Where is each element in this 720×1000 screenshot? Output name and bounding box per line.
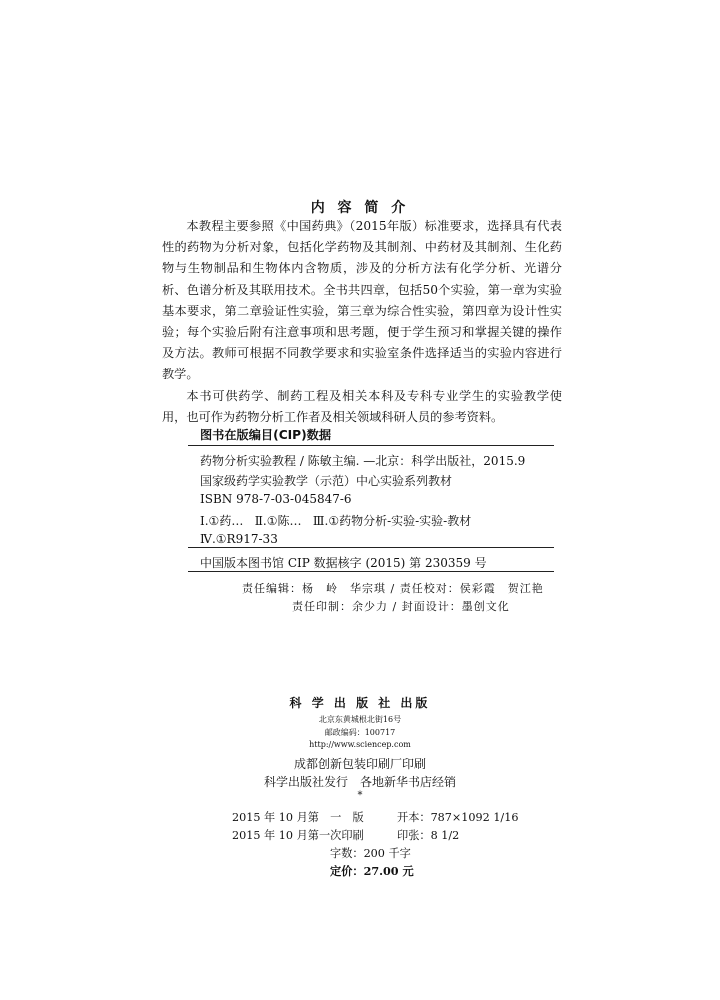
word-count: 字数：200 千字 (330, 847, 411, 860)
publisher-name: 科 学 出 版 社 出版 (289, 696, 431, 710)
summary-paragraph-2: 本书可供药学、制药工程及相关本科及专科专业学生的实验教学使用，也可作为药物分析工作者及相关领域科研人员的参考资料。 (162, 388, 562, 424)
format-size: 开本：787×1092 1/16 (397, 811, 519, 824)
edition-date: 2015 年 10 月第 一 版 (232, 811, 364, 824)
summary-body (162, 216, 562, 428)
price: 定价：27.00 元 (330, 864, 414, 878)
publisher-postcode: 邮政编码：100717 (324, 728, 396, 737)
distribution-line: 科学出版社发行 各地新华书店经销 (263, 775, 456, 789)
summary-paragraph-1: 本教程主要参照《中国药典》（2015年版）标准要求，选择具有代表性的药物为分析对象，包括化学药物及其制剂、中药材及其制剂、生化药物与生物制品和生物体内含物质，涉及的分析方法有化学分析、光谱分析、色谱分析及其联用技术。全书共四章，包括50个实验，第一章为实验基本要求，第二章验证性实验，第三章为综合性实验，第四章为设计性实验；每个实验后附有注意事项和思考题，便于学生预习和掌握关键的操作及方法。教师可根据不同教学要求和实验室条件选择适当的实验内容进行教学。 (162, 219, 562, 382)
editor-credits: 责任编辑：杨 岭 华宗琪 / 责任校对：侯彩霞 贺江艳 (242, 582, 544, 595)
cip-number-line: 中国版本图书馆 CIP 数据核字 (2015) 第 230359 号 (200, 556, 487, 570)
print-sheets: 印张：8 1/2 (397, 829, 460, 842)
summary-title: 内 容 简 介 (310, 200, 410, 216)
publisher-website: http://www.sciencep.com (309, 740, 411, 749)
cip-classification-line: Ⅳ.①R917-33 (200, 532, 278, 546)
printer-line: 成都创新包装印刷厂印刷 (293, 757, 426, 771)
cip-isbn-line: ISBN 978-7-03-045847-6 (200, 492, 352, 506)
cip-top-rule (188, 445, 554, 446)
cip-bottom-rule (188, 571, 554, 572)
cip-subject-line: Ⅰ.①药… Ⅱ.①陈… Ⅲ.①药物分析-实验-实验-教材 (200, 514, 472, 528)
cip-heading: 图书在版编目(CIP)数据 (200, 428, 332, 442)
production-credits: 责任印制：余少力 / 封面设计：墨创文化 (292, 600, 510, 613)
cip-series-line: 国家级药学实验教学（示范）中心实验系列教材 (200, 474, 453, 488)
cip-title-line: 药物分析实验教程 / 陈敏主编. —北京：科学出版社，2015.9 (200, 454, 526, 468)
publisher-address: 北京东黄城根北街16号 (318, 715, 402, 724)
cip-middle-rule (188, 547, 554, 548)
printing-date: 2015 年 10 月第一次印刷 (232, 829, 364, 842)
separator-star: * (357, 790, 363, 801)
